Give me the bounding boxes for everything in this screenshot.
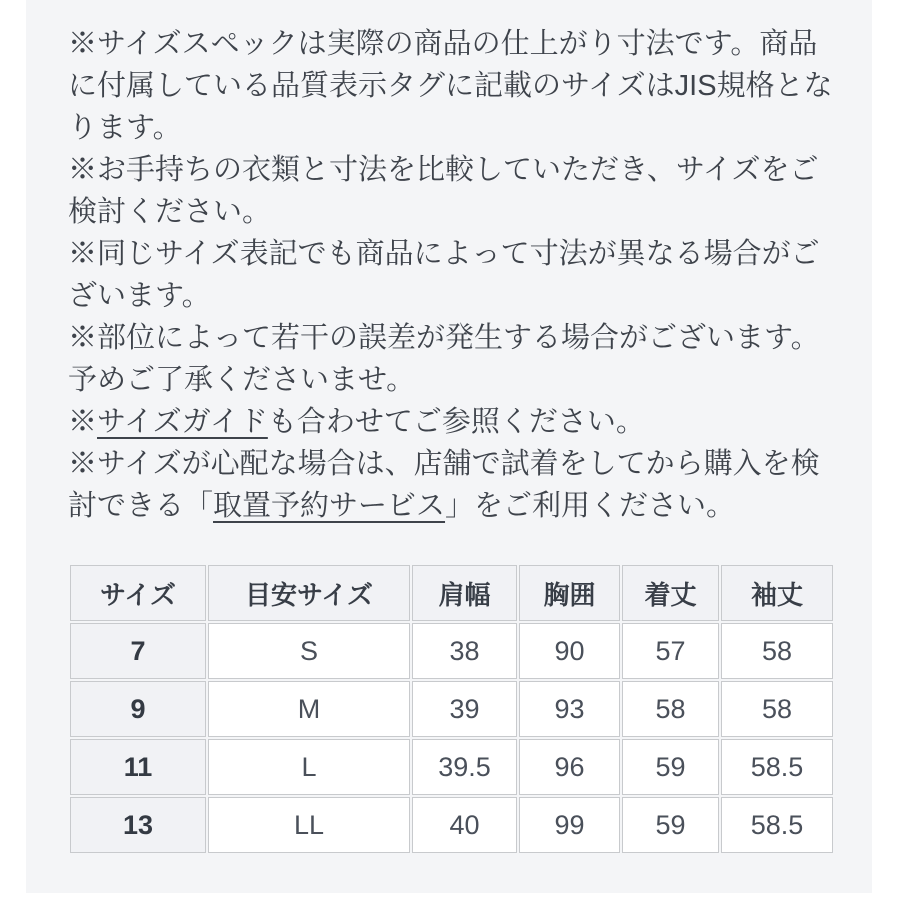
shoulder-width-cell: 39 bbox=[412, 681, 517, 737]
sleeve-length-cell: 58.5 bbox=[721, 797, 833, 853]
note-text: ※同じサイズ表記でも商品によって寸法が異なる場合がございます。 bbox=[68, 238, 820, 312]
size-table bbox=[68, 563, 835, 855]
reserve-service-link[interactable]: 取置予約サービス bbox=[213, 490, 446, 522]
size-guide-link[interactable]: サイズガイド bbox=[97, 406, 268, 438]
note-reserve-service bbox=[68, 443, 842, 527]
length-cell: 58 bbox=[622, 681, 719, 737]
table-row-size-7 bbox=[70, 623, 833, 679]
length-cell: 59 bbox=[622, 739, 719, 795]
shoulder-width-cell: 39.5 bbox=[412, 739, 517, 795]
shoulder-width-cell: 38 bbox=[412, 623, 517, 679]
length-cell: 59 bbox=[622, 797, 719, 853]
table-row-size-9 bbox=[70, 681, 833, 737]
approx-size-cell: S bbox=[208, 623, 410, 679]
approx-size-cell: M bbox=[208, 681, 410, 737]
note-text: ※お手持ちの衣類と寸法を比較していただき、サイズをご検討ください。 bbox=[68, 154, 819, 228]
chest-cell: 93 bbox=[519, 681, 620, 737]
note-text: ※サイズが心配な場合は、店舗で試着をしてから購入を検討できる「 bbox=[68, 448, 820, 522]
sleeve-length-cell: 58.5 bbox=[721, 739, 833, 795]
size-cell: 13 bbox=[70, 797, 206, 853]
length-cell: 57 bbox=[622, 623, 719, 679]
note-text: も合わせてご参照ください。 bbox=[267, 406, 645, 438]
header-sleeve-length: 袖丈 bbox=[721, 565, 833, 621]
header-length: 着丈 bbox=[622, 565, 719, 621]
approx-size-cell: L bbox=[208, 739, 410, 795]
table-row-size-13 bbox=[70, 797, 833, 853]
chest-cell: 99 bbox=[519, 797, 620, 853]
note-size-guide bbox=[68, 401, 842, 443]
shoulder-width-cell: 40 bbox=[412, 797, 517, 853]
note-text: ※部位によって若干の誤差が発生する場合がございます。予めご了承くださいませ。 bbox=[68, 322, 820, 396]
size-notes bbox=[68, 23, 842, 527]
header-approx-size: 目安サイズ bbox=[208, 565, 410, 621]
note-size-varies bbox=[68, 233, 842, 317]
size-cell: 9 bbox=[70, 681, 206, 737]
header-size: サイズ bbox=[70, 565, 206, 621]
sleeve-length-cell: 58 bbox=[721, 681, 833, 737]
note-text: ※サイズスペックは実際の商品の仕上がり寸法です。商品に付属している品質表示タグに記載のサイズはJIS規格となります。 bbox=[68, 28, 833, 144]
header-shoulder-width: 肩幅 bbox=[412, 565, 517, 621]
note-size-spec bbox=[68, 23, 842, 149]
note-text: 」をご利用ください。 bbox=[445, 490, 736, 522]
size-cell: 7 bbox=[70, 623, 206, 679]
approx-size-cell: LL bbox=[208, 797, 410, 853]
chest-cell: 96 bbox=[519, 739, 620, 795]
size-info-panel bbox=[26, 0, 872, 893]
chest-cell: 90 bbox=[519, 623, 620, 679]
note-measurement-error bbox=[68, 317, 842, 401]
sleeve-length-cell: 58 bbox=[721, 623, 833, 679]
header-chest: 胸囲 bbox=[519, 565, 620, 621]
size-table-header-row bbox=[70, 565, 833, 621]
size-cell: 11 bbox=[70, 739, 206, 795]
table-row-size-11 bbox=[70, 739, 833, 795]
size-info-content bbox=[26, 0, 872, 855]
note-compare-clothes bbox=[68, 149, 842, 233]
note-text: ※ bbox=[68, 406, 98, 438]
